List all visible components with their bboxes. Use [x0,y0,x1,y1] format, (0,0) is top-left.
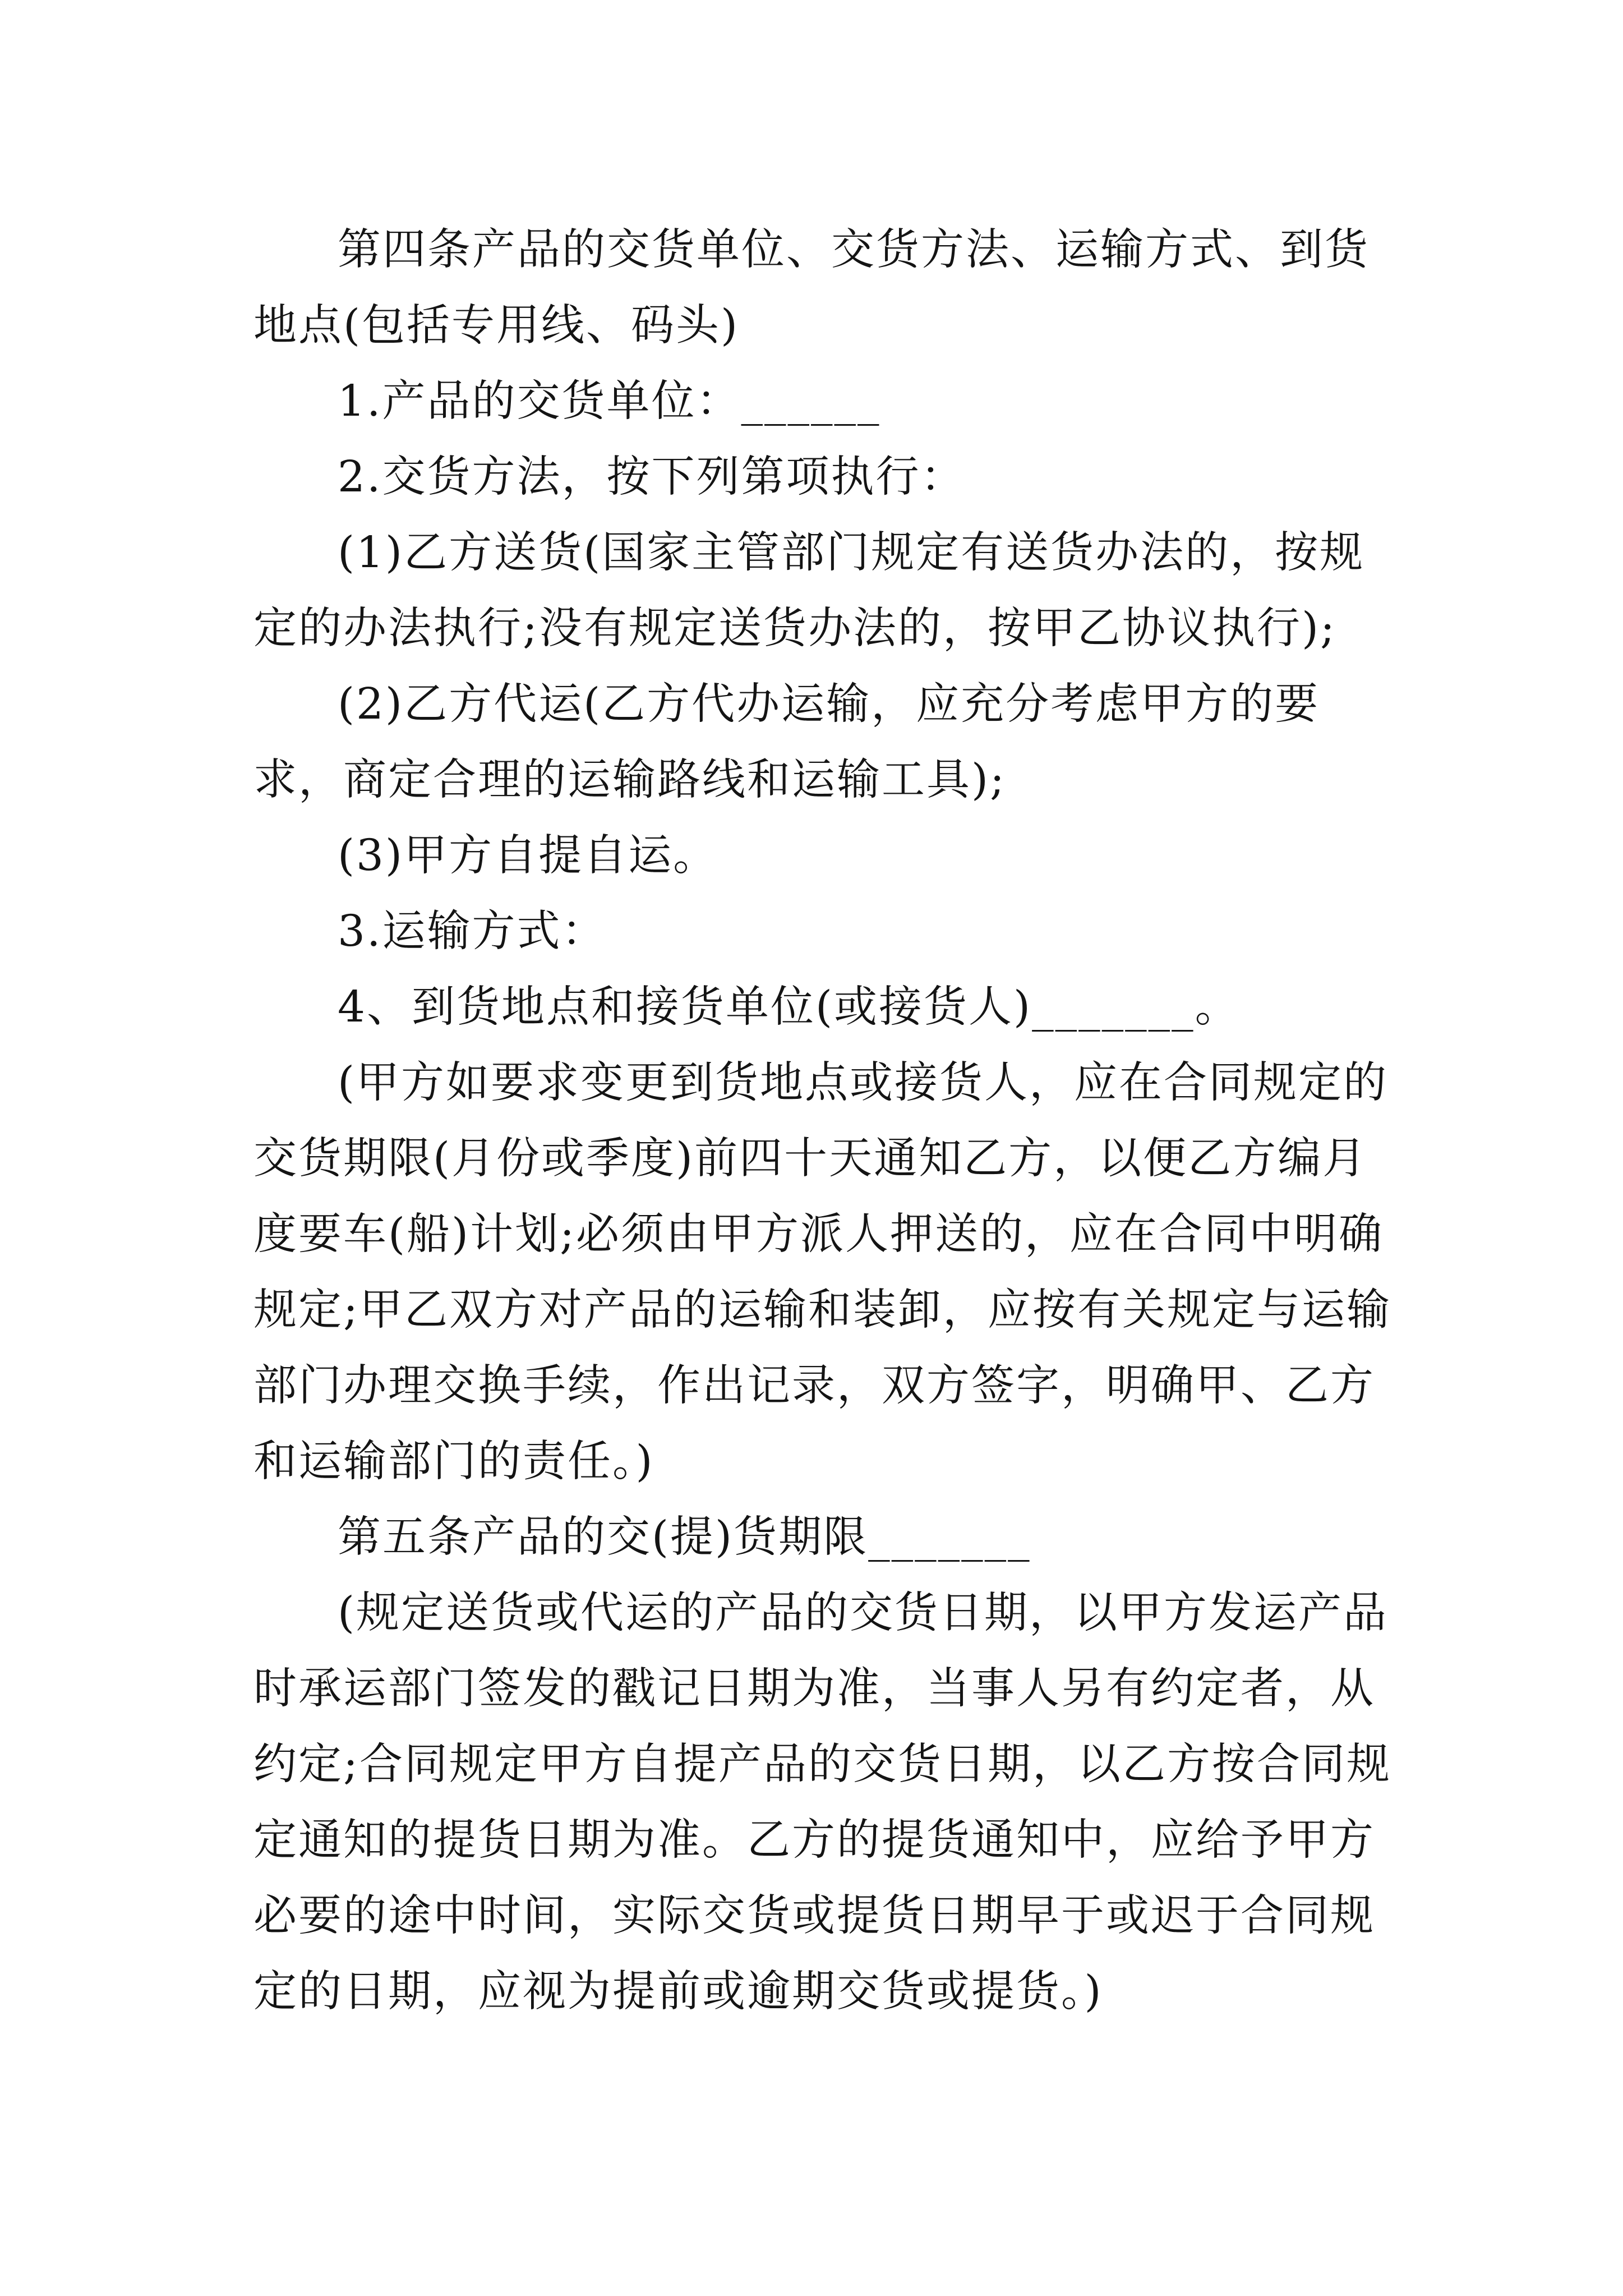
delivery-unit-item: 1.产品的交货单位：______ [338,376,881,426]
article-5-heading: 第五条产品的交(提)货期限_______ [338,1512,1031,1562]
arrival-change-note: (甲方如要求变更到货地点或接货人，应在合同规定的交货期限(月份或季度)前四十天通知乙方，以便乙方编月度要车(船)计划;必须由甲方派人押送的，应在合同中明确规定;甲乙双方对产品的运输和装卸，应按有关规定与运输部门办理交换手续，作出记录，双方签字，明确甲、乙方和运输部门的责任。) [253,1058,1391,1487]
delivery-option-3: (3)甲方自提自运。 [338,831,718,881]
transport-method-item: 3.运输方式： [338,907,607,956]
delivery-option-1: (1)乙方送货(国家主管部门规定有送货办法的，按规定的办法执行;没有规定送货办法的，按甲乙协议执行); [253,528,1365,654]
document-body [253,212,1398,2030]
article-4-heading: 第四条产品的交货单位、交货方法、运输方式、到货地点(包括专用线、码头) [253,225,1370,351]
delivery-option-2: (2)乙方代运(乙方代办运输，应充分考虑甲方的要求，商定合理的运输路线和运输工具); [253,679,1320,805]
arrival-location-item: 4、到货地点和接货单位(或接货人)_______。 [338,982,1240,1032]
delivery-method-item: 2.交货方法，按下列第项执行： [338,452,966,502]
delivery-date-note: (规定送货或代运的产品的交货日期，以甲方发运产品时承运部门签发的戳记日期为准，当事人另有约定者，从约定;合同规定甲方自提产品的交货日期，以乙方按合同规定通知的提货日期为准。乙方的提货通知中，应给予甲方必要的途中时间，实际交货或提货日期早于或迟于合同规定的日期，应视为提前或逾期交货或提货。) [253,1588,1391,2017]
